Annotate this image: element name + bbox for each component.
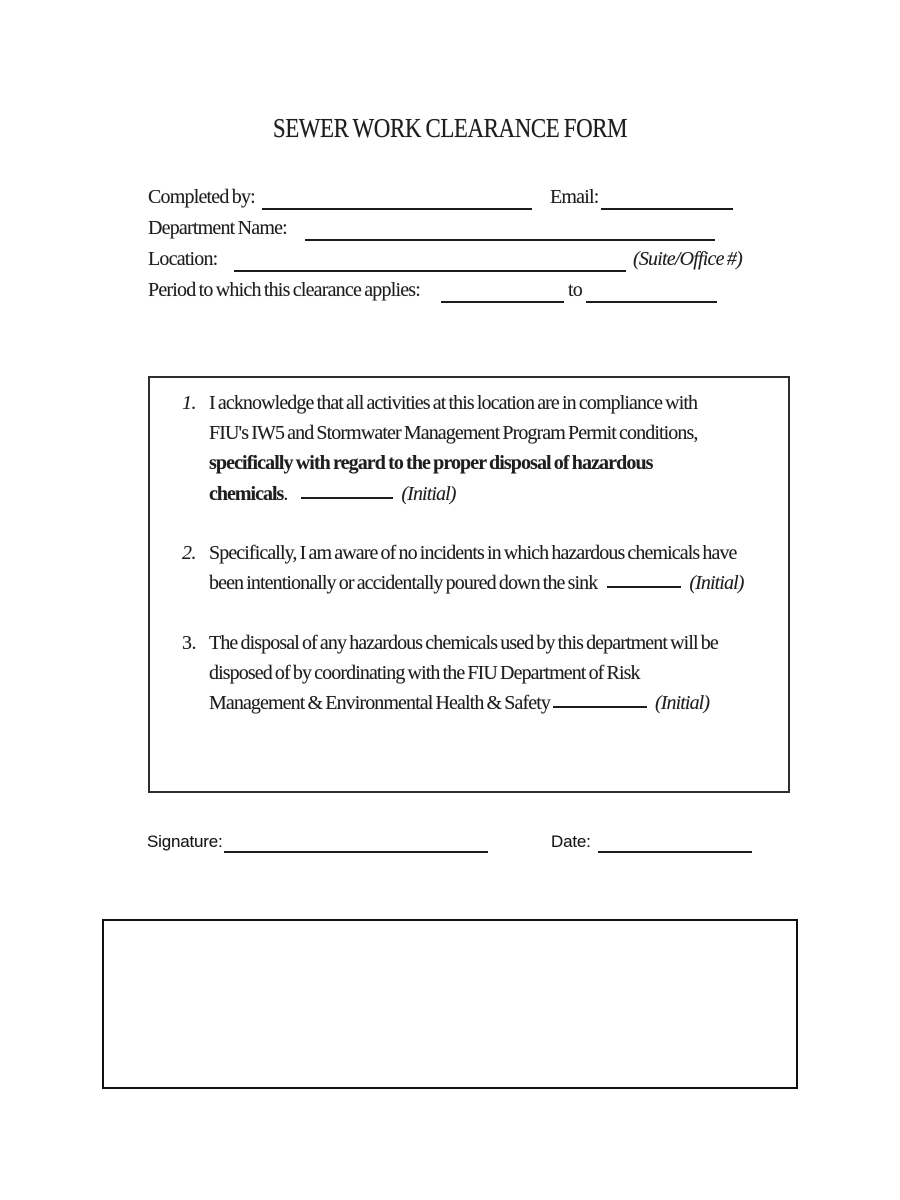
period-label: Period to which this clearance applies: <box>148 279 421 301</box>
ack-item-3-number: 3. <box>182 632 196 654</box>
ack-item-1-number: 1. <box>182 392 196 414</box>
date-label: Date: <box>551 832 591 851</box>
email-label: Email: <box>550 186 599 208</box>
ack-item-1-line-4 <box>209 483 456 506</box>
department-name-blank[interactable] <box>305 239 715 241</box>
ack-item-3-initial-blank[interactable] <box>553 706 647 708</box>
ack-item-3-text: Management & Environmental Health & Safety <box>209 692 550 714</box>
date-blank[interactable] <box>598 851 752 853</box>
completed-by-blank[interactable] <box>262 208 532 210</box>
location-blank[interactable] <box>234 270 626 272</box>
location-label: Location: <box>148 248 218 270</box>
period-from-blank[interactable] <box>441 301 564 303</box>
signature-blank[interactable] <box>224 851 488 853</box>
ack-item-2-initial-blank[interactable] <box>607 586 681 588</box>
ack-item-1-line-1: I acknowledge that all activities at this location are in compliance with <box>209 392 698 414</box>
ack-item-3-line-1: The disposal of any hazardous chemicals used by this department will be <box>209 632 718 654</box>
suite-office-note: (Suite/Office #) <box>633 248 742 270</box>
ack-item-1-initial-blank[interactable] <box>301 497 393 499</box>
ack-item-1-period: . <box>283 483 288 505</box>
acknowledgements-box <box>148 376 790 793</box>
ack-item-1-line-2: FIU's IW5 and Stormwater Management Program Permit conditions, <box>209 422 698 444</box>
ack-item-1-bold-word: chemicals <box>209 483 284 505</box>
page-title: SEWER WORK CLEARANCE FORM <box>272 113 628 143</box>
ack-item-3-line-3 <box>209 692 709 715</box>
ack-item-2-line-2 <box>209 572 743 595</box>
comments-box[interactable] <box>102 919 798 1089</box>
ack-item-2-text: been intentionally or accidentally poured down the sink <box>209 572 598 594</box>
ack-item-1-initial-label: (Initial) <box>401 483 456 505</box>
ack-item-3-line-2: disposed of by coordinating with the FIU Department of Risk <box>209 662 640 684</box>
department-name-label: Department Name: <box>148 217 287 239</box>
ack-item-1-line-3: specifically with regard to the proper disposal of hazardous <box>209 452 653 474</box>
ack-item-2-line-1: Specifically, I am aware of no incidents in which hazardous chemicals have <box>209 542 737 564</box>
ack-item-3-initial-label: (Initial) <box>654 692 710 714</box>
signature-label: Signature: <box>147 832 223 851</box>
period-to-label: to <box>568 279 582 301</box>
period-to-blank[interactable] <box>586 301 717 303</box>
completed-by-label: Completed by: <box>148 186 255 208</box>
ack-item-2-number: 2. <box>182 542 196 564</box>
email-blank[interactable] <box>601 208 733 210</box>
ack-item-2-initial-label: (Initial) <box>689 572 744 594</box>
